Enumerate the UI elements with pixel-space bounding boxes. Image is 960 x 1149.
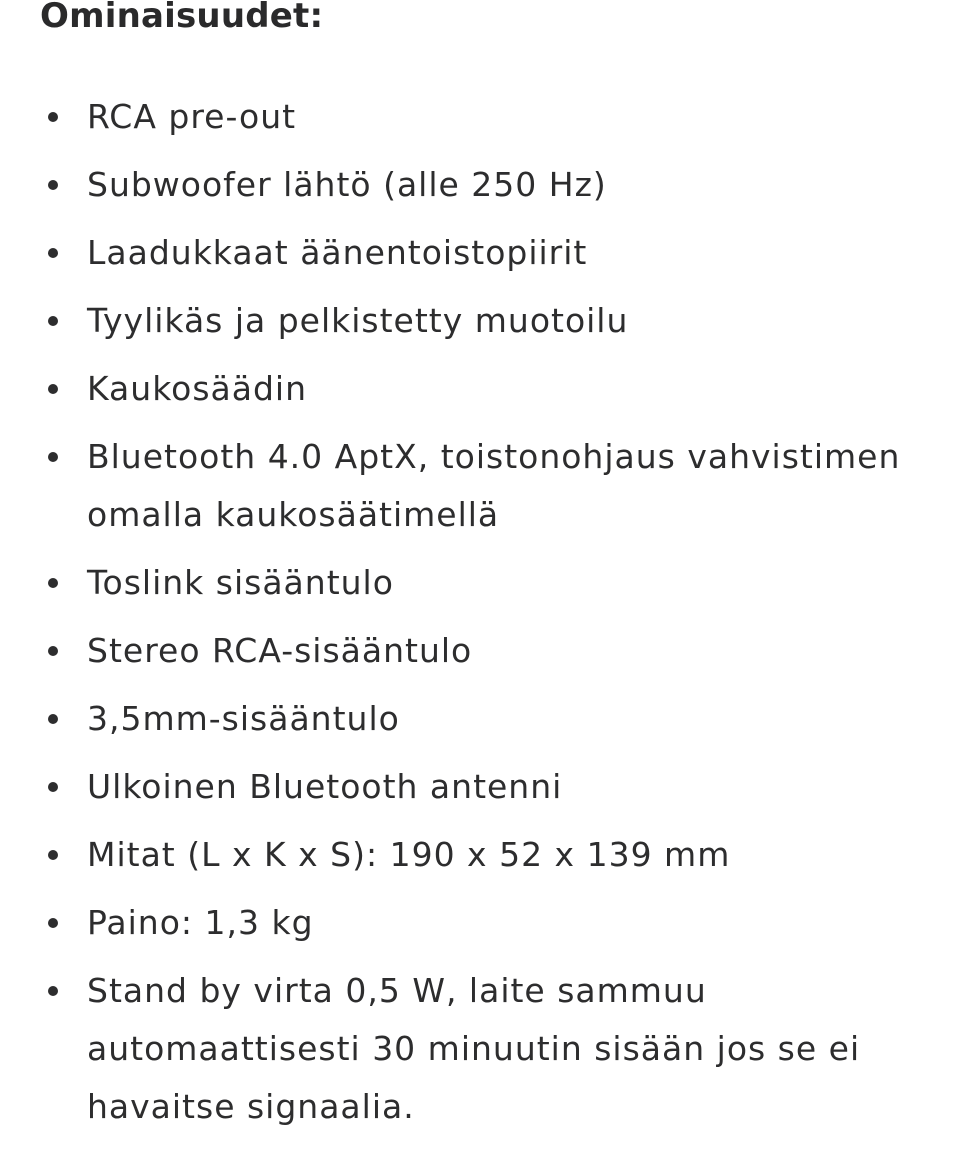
- list-item: [48, 826, 920, 884]
- bullet-icon: [48, 646, 58, 656]
- bullet-icon: [48, 452, 58, 462]
- bullet-icon: [48, 316, 58, 326]
- bullet-icon: [48, 180, 58, 190]
- bullet-icon: [48, 112, 58, 122]
- bullet-icon: [48, 578, 58, 588]
- feature-text: 3,5mm-sisääntulo: [87, 699, 400, 738]
- bullet-icon: [48, 986, 58, 996]
- bullet-icon: [48, 384, 58, 394]
- list-item: [48, 360, 920, 418]
- list-item: [48, 758, 920, 816]
- feature-text: Tyylikäs ja pelkistetty muotoilu: [87, 301, 629, 340]
- list-item: [48, 962, 920, 1136]
- feature-text: Laadukkaat äänentoistopiirit: [87, 233, 588, 272]
- feature-text: Paino: 1,3 kg: [87, 903, 314, 942]
- bullet-icon: [48, 850, 58, 860]
- list-item: [48, 554, 920, 612]
- list-item: [48, 88, 920, 146]
- bullet-icon: [48, 714, 58, 724]
- feature-text: RCA pre-out: [87, 97, 297, 136]
- bullet-icon: [48, 248, 58, 258]
- bullet-icon: [48, 918, 58, 928]
- feature-text: Bluetooth 4.0 AptX, toistonohjaus vahvistimen omalla kaukosäätimellä: [87, 437, 901, 534]
- list-item: [48, 622, 920, 680]
- list-item: [48, 894, 920, 952]
- feature-text: Ulkoinen Bluetooth antenni: [87, 767, 563, 806]
- list-item: [48, 428, 920, 544]
- feature-text: Kaukosäädin: [87, 369, 307, 408]
- list-item: [48, 224, 920, 282]
- feature-text: Mitat (L x K x S): 190 x 52 x 139 mm: [87, 835, 731, 874]
- list-item: [48, 156, 920, 214]
- feature-text: Stereo RCA-sisääntulo: [87, 631, 473, 670]
- list-item: [48, 690, 920, 748]
- feature-text: Toslink sisääntulo: [87, 563, 394, 602]
- list-item: [48, 292, 920, 350]
- bullet-icon: [48, 782, 58, 792]
- feature-text: Subwoofer lähtö (alle 250 Hz): [87, 165, 607, 204]
- features-heading: Ominaisuudet:: [40, 0, 324, 36]
- feature-text: Stand by virta 0,5 W, laite sammuu automaattisesti 30 minuutin sisään jos se ei havaitse signaalia.: [87, 971, 861, 1126]
- features-list: [40, 88, 920, 1136]
